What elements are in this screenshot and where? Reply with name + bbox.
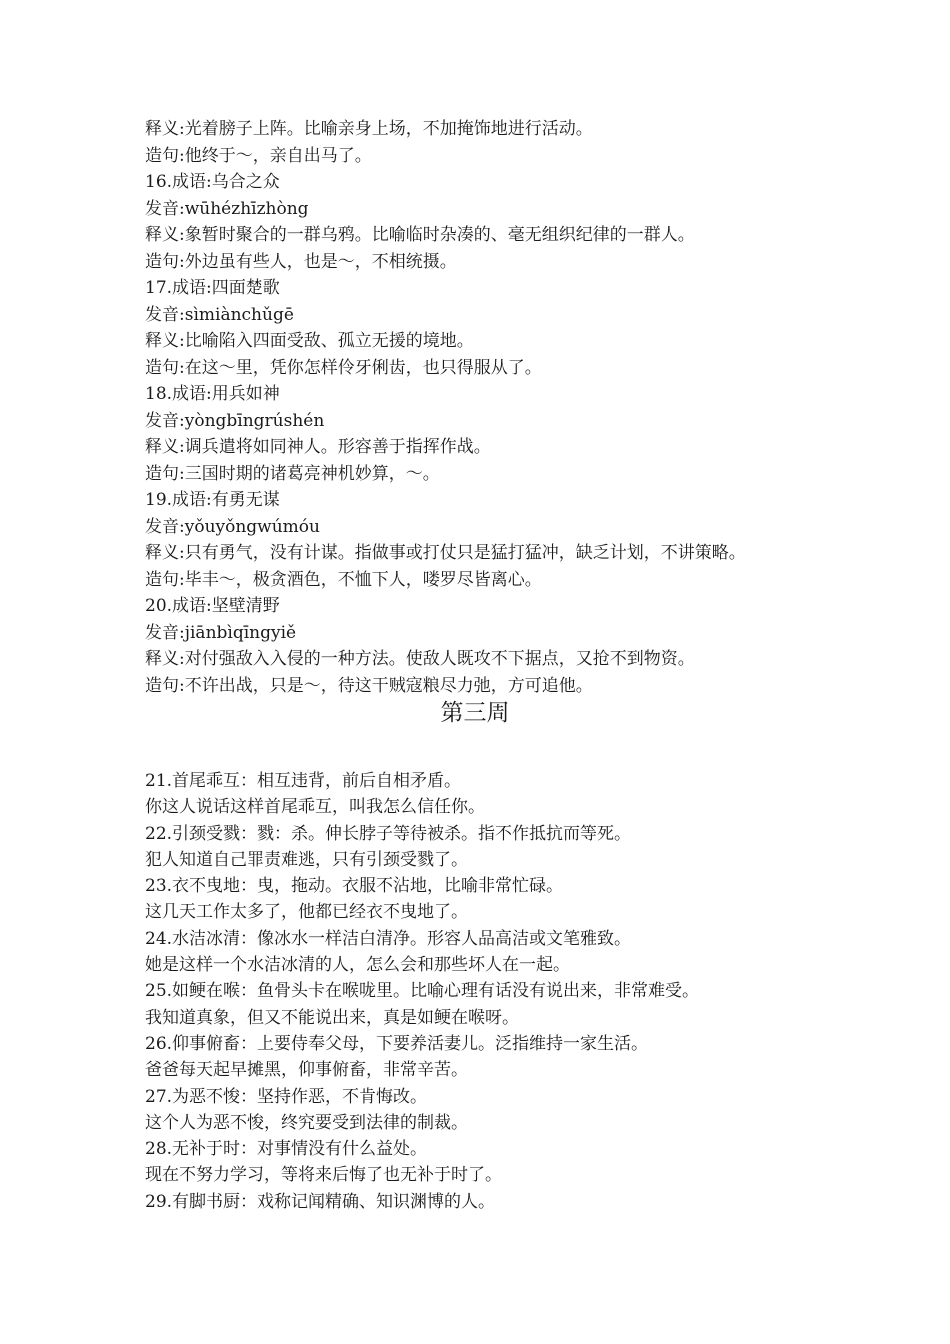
section-heading: 第三周 [440,700,510,726]
text-line: 她是这样一个水洁冰清的人，怎么会和那些坏人在一起。 [145,955,570,976]
text-line: 这几天工作太多了，他都已经衣不曳地了。 [145,902,468,923]
text-line: 20.成语:坚壁清野 [145,596,280,616]
text-line: 造句:不许出战，只是～，待这干贼寇粮尽力弛，方可追他。 [145,675,593,696]
text-line: 释义:调兵遣将如同神人。形容善于指挥作战。 [145,437,491,457]
text-line: 17.成语:四面楚歌 [145,278,280,298]
text-line: 造句:毕丰～，极贪酒色，不恤下人，喽罗尽皆离心。 [145,569,542,590]
text-line: 23.衣不曳地：曳，拖动。衣服不沾地，比喻非常忙碌。 [145,876,564,897]
text-line: 18.成语:用兵如神 [145,384,280,404]
text-line: 21.首尾乖互：相互违背，前后自相矛盾。 [145,771,462,791]
text-line: 19.成语:有勇无谋 [145,490,280,510]
text-line: 造句:三国时期的诸葛亮神机妙算，～。 [145,463,440,484]
text-line: 释义:比喻陷入四面受敌、孤立无援的境地。 [145,331,474,351]
text-line: 释义:光着膀子上阵。比喻亲身上场，不加掩饰地进行活动。 [145,119,593,139]
text-line: 26.仰事俯畜：上要侍奉父母，下要养活妻儿。泛指维持一家生活。 [145,1033,649,1054]
text-line: 27.为恶不悛：坚持作恶，不肯悔改。 [145,1086,428,1107]
text-line: 释义:只有勇气，没有计谋。指做事或打仗只是猛打猛冲，缺乏计划，不讲策略。 [145,543,746,563]
text-line: 爸爸每天起早摊黑，仰事俯畜，非常辛苦。 [145,1060,468,1081]
text-line: 发音:yǒuyǒngwúmóu [145,516,320,537]
text-line: 28.无补于时：对事情没有什么益处。 [145,1139,428,1160]
idiom-section-week-three [145,768,845,1215]
text-line: 发音:jiānbìqīngyiě [145,622,297,643]
text-line: 释义:象暂时聚合的一群乌鸦。比喻临时杂凑的、毫无组织纪律的一群人。 [145,225,695,245]
idiom-section-week-two [145,116,845,699]
text-line: 发音:sìmiànchǔgē [145,304,294,325]
text-line: 造句:他终于～，亲自出马了。 [145,145,372,166]
text-line: 我知道真象，但又不能说出来，真是如鲠在喉呀。 [145,1007,519,1028]
text-line: 造句:外边虽有些人，也是～，不相统摄。 [145,251,457,272]
text-line: 29.有脚书厨：戏称记闻精确、知识渊博的人。 [145,1191,496,1212]
text-line: 16.成语:乌合之众 [145,172,280,192]
text-line: 造句:在这～里，凭你怎样伶牙俐齿，也只得服从了。 [145,357,542,378]
text-line: 25.如鲠在喉：鱼骨头卡在喉咙里。比喻心理有话没有说出来，非常难受。 [145,981,700,1002]
text-line: 发音:yòngbīngrúshén [145,410,325,431]
text-line: 现在不努力学习，等将来后悔了也无补于时了。 [145,1165,502,1186]
text-line: 24.水洁冰清：像冰水一样洁白清净。形容人品高洁或文笔雅致。 [145,928,632,949]
text-line: 你这人说话这样首尾乖互，叫我怎么信任你。 [145,797,485,818]
text-line: 22.引颈受戮：戮：杀。伸长脖子等待被杀。指不作抵抗而等死。 [145,823,632,844]
text-line: 发音:wūhézhīzhòng [145,198,309,219]
text-line: 释义:对付强敌入入侵的一种方法。使敌人既攻不下据点，又抢不到物资。 [145,649,695,669]
text-line: 这个人为恶不悛，终究要受到法律的制裁。 [145,1112,468,1133]
text-line: 犯人知道自己罪责难逃，只有引颈受戮了。 [145,849,468,870]
